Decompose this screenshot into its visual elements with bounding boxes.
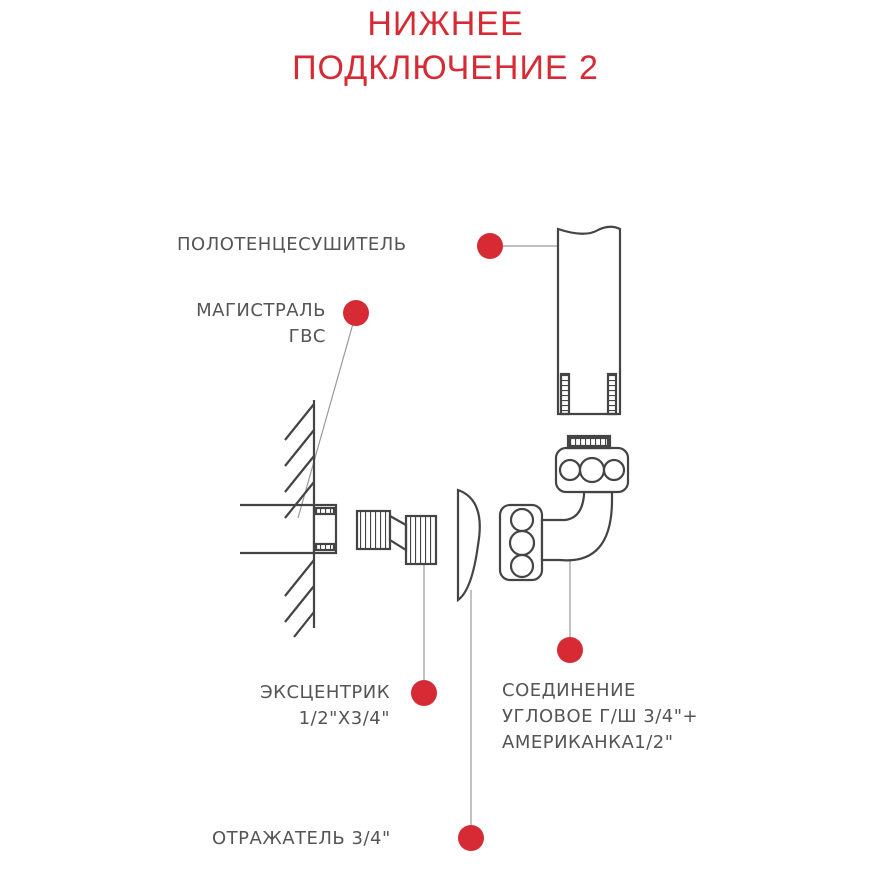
marker-main-line: [343, 300, 369, 326]
reflector: [458, 490, 480, 600]
label-main-line-2: ГВС: [288, 326, 326, 347]
label-connection-1: СОЕДИНЕНИЕ: [502, 680, 636, 701]
label-connection-3: АМЕРИКАНКА1/2": [502, 732, 674, 753]
label-reflector: ОТРАЖАТЕЛЬ 3/4": [212, 828, 391, 849]
label-main-line: [150, 298, 326, 350]
title-line-2: ПОДКЛЮЧЕНИЕ 2: [292, 49, 599, 87]
towel-dryer-pipe: [558, 227, 620, 414]
marker-towel-dryer: [477, 233, 503, 259]
label-towel-dryer: ПОЛОТЕНЦЕСУШИТЕЛЬ: [177, 234, 407, 255]
label-eccentric-1: ЭКСЦЕНТРИК: [260, 682, 390, 703]
label-eccentric-2: 1/2"X3/4": [298, 708, 390, 729]
title-line-1: НИЖНЕЕ: [367, 5, 524, 43]
marker-reflector: [458, 825, 484, 851]
label-connection: [502, 678, 698, 756]
eccentric-fitting: [357, 511, 436, 564]
angle-connection: [500, 436, 628, 580]
label-main-line-1: МАГИСТРАЛЬ: [196, 300, 326, 321]
marker-eccentric: [411, 680, 437, 706]
label-eccentric: [200, 680, 390, 732]
marker-connection: [557, 637, 583, 663]
wall: [285, 400, 314, 637]
hot-water-main-pipe: [240, 505, 336, 553]
label-connection-2: УГЛОВОЕ Г/Ш 3/4"+: [502, 706, 699, 727]
